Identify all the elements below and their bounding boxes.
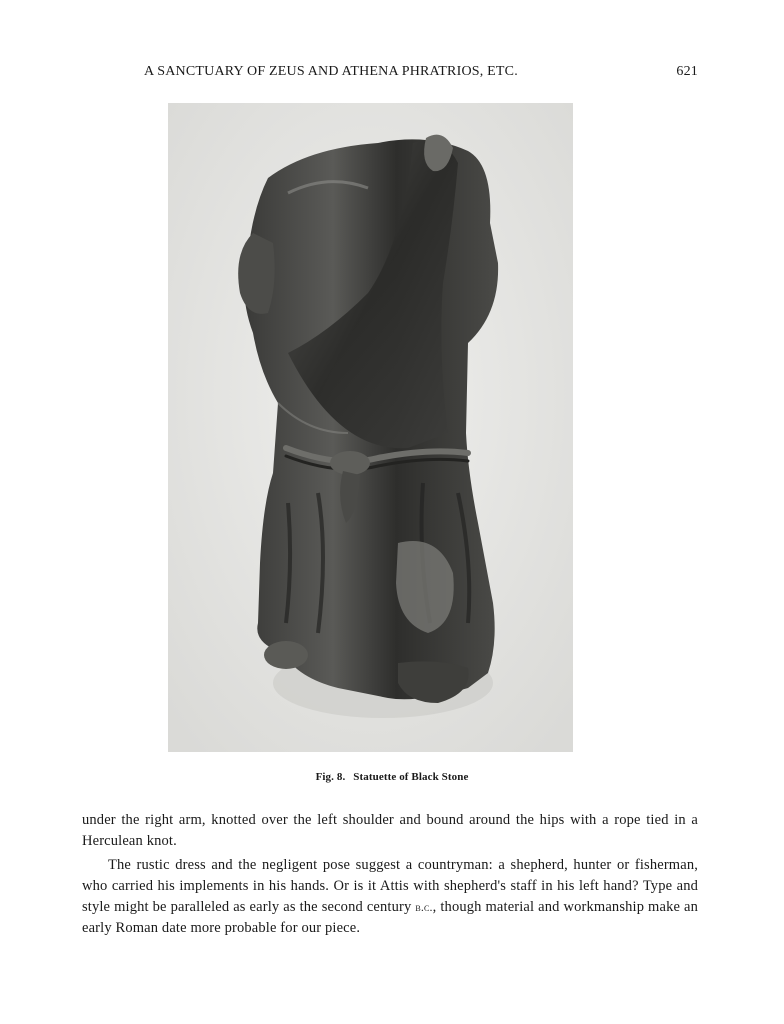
figure-caption bbox=[0, 771, 784, 783]
figure-caption-text: Statuette of Black Stone bbox=[353, 771, 469, 783]
running-head bbox=[82, 64, 698, 84]
paragraph-2 bbox=[82, 855, 698, 939]
running-title: A SANCTUARY OF ZEUS AND ATHENA PHRATRIOS, ETC. bbox=[144, 64, 518, 79]
paragraph-1: under the right arm, knotted over the left shoulder and bound around the hips with a rope tied in a Herculean knot. bbox=[82, 812, 698, 849]
paragraph-2-part-1: The rustic dress and the negligent pose suggest a countryman: a shepherd, hunter or fisherman, who carried his implements in his hands. Or is it Attis with shepherd's staff in his left hand? Type and style might be paralleled as early as the second century bbox=[82, 857, 698, 915]
figure-photograph bbox=[168, 103, 573, 752]
paragraph-2-abbrev: b.c. bbox=[415, 900, 433, 914]
paragraph-2-part-2: , though material and workmanship make an early Roman date more probable for our piece. bbox=[82, 899, 699, 936]
statuette-photo bbox=[168, 103, 573, 752]
figure-label: Fig. 8. bbox=[315, 771, 346, 783]
page-number: 621 bbox=[676, 64, 698, 79]
statue-left-leg-stump bbox=[264, 641, 308, 669]
body-text bbox=[82, 810, 698, 939]
statue-herculean-knot bbox=[330, 451, 370, 475]
